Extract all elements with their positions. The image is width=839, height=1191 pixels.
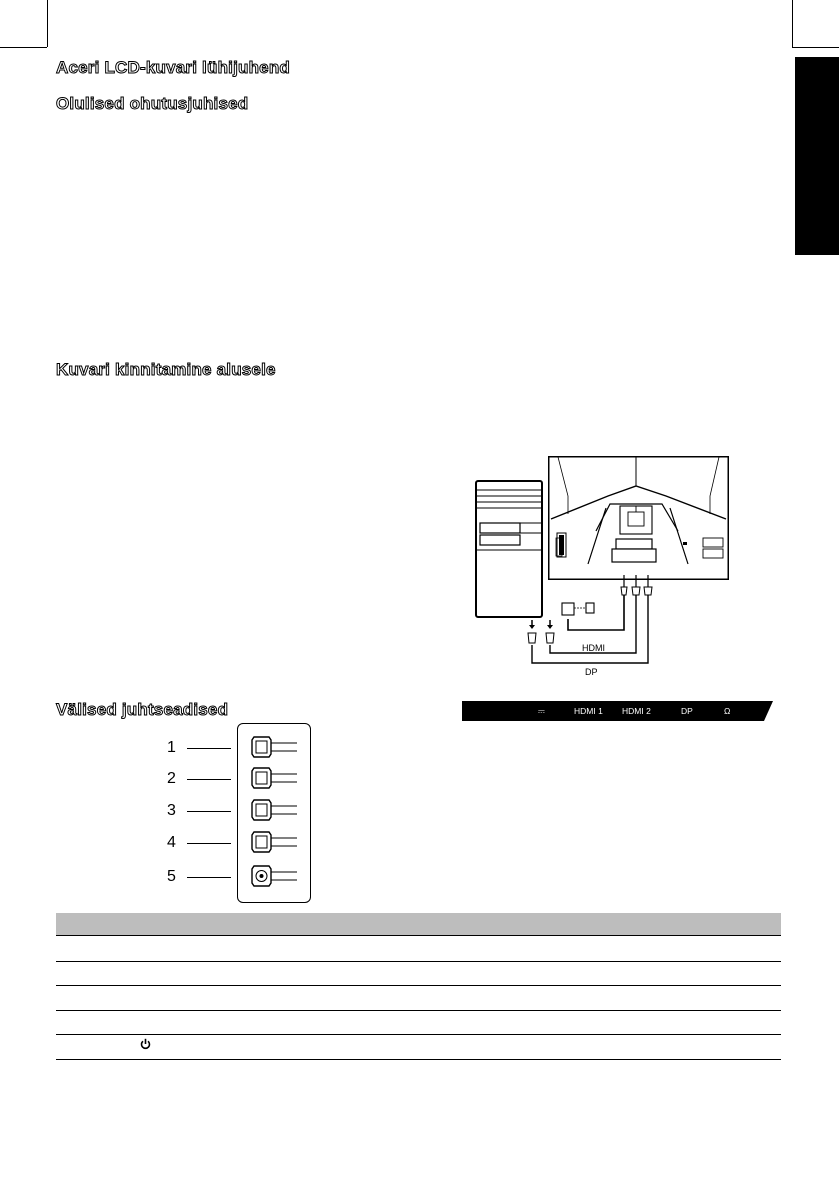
power-icon bbox=[140, 1038, 151, 1050]
control-number-2: 2 bbox=[167, 770, 176, 787]
cable-label-dp: DP bbox=[585, 667, 598, 677]
leader-line bbox=[187, 748, 231, 749]
dc-power-icon: ⎓ bbox=[538, 706, 545, 716]
pc-io-port bbox=[556, 532, 568, 560]
section-heading-safety: Olulised ohutusjuhised bbox=[56, 94, 249, 113]
cable-label-hdmi: HDMI bbox=[582, 643, 605, 653]
section-heading-stand: Kuvari kinnitamine alusele bbox=[56, 360, 276, 379]
table-header bbox=[56, 913, 781, 935]
table-row-divider bbox=[56, 985, 781, 986]
page-title: Aceri LCD-kuvari lühijuhend bbox=[56, 58, 290, 77]
control-button-1[interactable] bbox=[251, 735, 299, 759]
control-button-4[interactable] bbox=[251, 830, 299, 854]
table-row-divider bbox=[56, 935, 781, 936]
leader-line bbox=[187, 877, 231, 878]
port-label-hdmi2: HDMI 2 bbox=[622, 706, 651, 716]
control-number-3: 3 bbox=[167, 802, 176, 819]
table-row-divider bbox=[56, 1010, 781, 1011]
control-number-4: 4 bbox=[167, 834, 176, 851]
headphone-icon: Ω bbox=[724, 706, 731, 716]
leader-line bbox=[187, 811, 231, 812]
control-button-5-power[interactable] bbox=[251, 864, 299, 888]
control-number-5: 5 bbox=[167, 868, 176, 885]
table-row-divider bbox=[56, 1059, 781, 1060]
language-side-tab bbox=[795, 57, 839, 255]
control-button-2[interactable] bbox=[251, 766, 299, 790]
monitor-back-illustration bbox=[548, 456, 729, 580]
port-label-hdmi1: HDMI 1 bbox=[574, 706, 603, 716]
table-row-divider bbox=[56, 961, 781, 962]
section-heading-controls: Välised juhtseadised bbox=[56, 700, 229, 719]
port-label-dp: DP bbox=[681, 706, 693, 716]
cable-routing bbox=[520, 575, 660, 680]
control-button-3[interactable] bbox=[251, 798, 299, 822]
control-number-1: 1 bbox=[167, 739, 176, 756]
leader-line bbox=[187, 843, 231, 844]
leader-line bbox=[187, 779, 231, 780]
table-row-divider bbox=[56, 1034, 781, 1035]
